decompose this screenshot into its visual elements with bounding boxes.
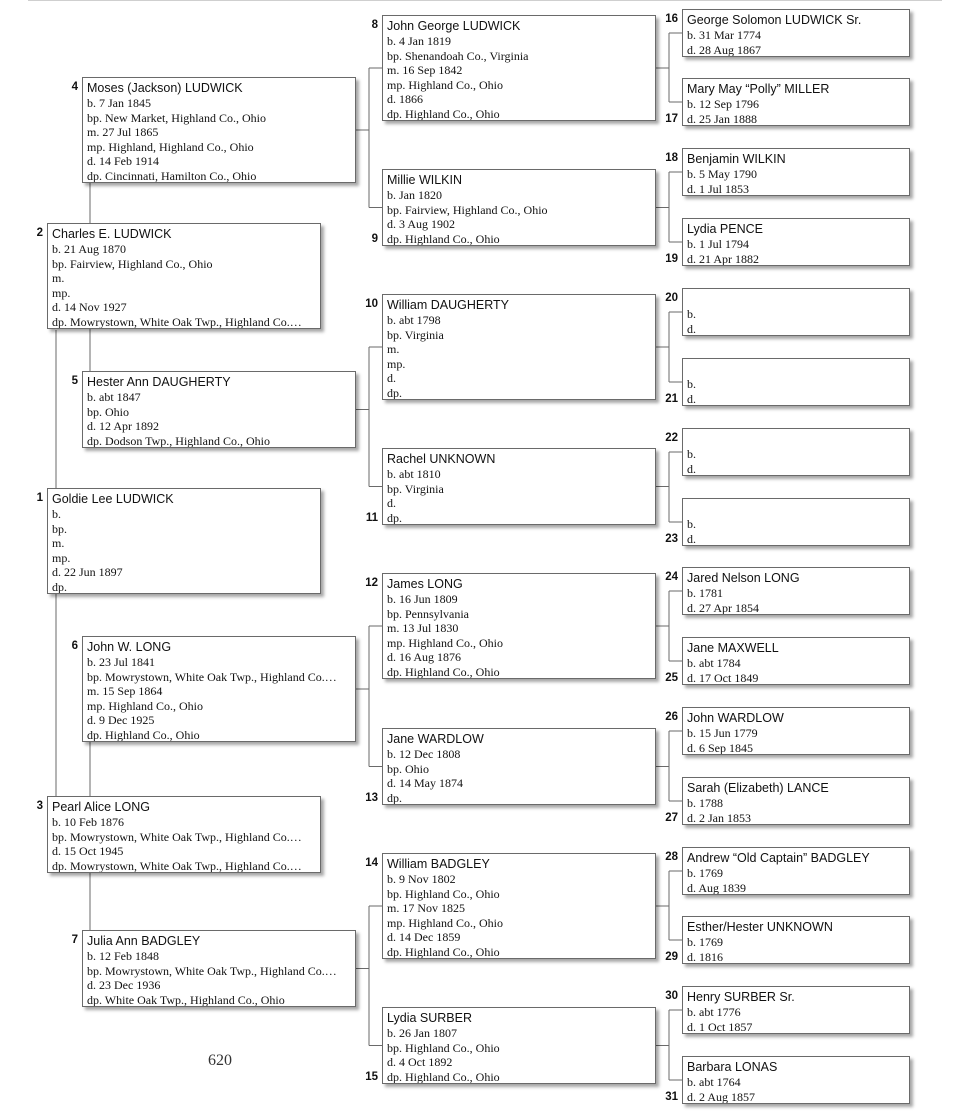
- person-box-13: [382, 728, 656, 805]
- person-box-21: [682, 358, 910, 406]
- person-name: Jane WARDLOW: [387, 732, 484, 746]
- ahnentafel-number: 17: [665, 112, 678, 125]
- ahnentafel-number: 26: [665, 711, 678, 723]
- person-name: James LONG: [387, 577, 463, 591]
- person-detail-line: b. 26 Jan 1807: [387, 1026, 457, 1040]
- person-name: George Solomon LUDWICK Sr.: [687, 13, 862, 27]
- person-box-26: [682, 707, 910, 755]
- person-name: Mary May “Polly” MILLER: [687, 82, 830, 96]
- person-box-3: [47, 796, 321, 873]
- person-box-29: [682, 916, 910, 964]
- person-detail-line: d. 1816: [687, 949, 723, 964]
- person-detail-line: bp. Ohio: [387, 761, 429, 776]
- person-box-4: [82, 77, 356, 183]
- person-box-22: [682, 428, 910, 476]
- person-name: Hester Ann DAUGHERTY: [87, 375, 231, 389]
- ahnentafel-number: 1: [36, 492, 43, 504]
- person-detail-line: bp. Virginia: [387, 481, 444, 496]
- person-detail-line: b.: [687, 447, 696, 461]
- person-detail-line: d. 21 Apr 1882: [687, 251, 759, 266]
- person-detail-line: d. 4 Oct 1892: [387, 1055, 453, 1069]
- person-detail-line: dp. Dodson Twp., Highland Co., Ohio: [87, 433, 270, 448]
- person-detail-line: mp.: [52, 550, 71, 565]
- person-name: [687, 361, 905, 377]
- person-box-5: [82, 371, 356, 448]
- person-box-16: [682, 9, 910, 57]
- person-box-1: [47, 488, 321, 594]
- person-detail-line: b. abt 1798: [387, 313, 441, 327]
- person-detail-line: b. 12 Sep 1796: [687, 97, 759, 111]
- person-detail-line: bp. Mowrystown, White Oak Twp., Highland Co.…: [87, 669, 337, 684]
- person-detail-line: bp. Pennsylvania: [387, 606, 469, 621]
- person-detail-line: mp. Highland, Highland Co., Ohio: [87, 139, 254, 154]
- person-detail-line: d. 25 Jan 1888: [687, 111, 757, 126]
- person-detail-line: dp. White Oak Twp., Highland Co., Ohio: [87, 992, 285, 1007]
- person-box-18: [682, 148, 910, 196]
- person-name: Jared Nelson LONG: [687, 571, 800, 585]
- person-detail-line: m.: [387, 342, 400, 356]
- person-detail-line: bp. Shenandoah Co., Virginia: [387, 48, 529, 63]
- person-detail-line: m. 15 Sep 1864: [87, 684, 163, 698]
- person-box-6: [82, 636, 356, 742]
- person-box-31: [682, 1056, 910, 1104]
- person-box-24: [682, 567, 910, 615]
- person-detail-line: b.: [687, 377, 696, 391]
- page-number: 620: [208, 1052, 232, 1069]
- person-box-9: [382, 169, 656, 246]
- person-detail-line: b. 4 Jan 1819: [387, 34, 451, 48]
- person-detail-line: dp.: [387, 510, 402, 525]
- person-detail-line: m. 13 Jul 1830: [387, 621, 459, 635]
- person-detail-line: b.: [687, 307, 696, 321]
- person-detail-line: dp. Cincinnati, Hamilton Co., Ohio: [87, 168, 257, 183]
- person-detail-line: mp. Highland Co., Ohio: [387, 915, 503, 930]
- ahnentafel-number: 15: [365, 1070, 378, 1083]
- ahnentafel-number: 28: [665, 851, 678, 863]
- person-name: Goldie Lee LUDWICK: [52, 492, 174, 506]
- person-detail-line: bp. Fairview, Highland Co., Ohio: [52, 256, 213, 271]
- person-detail-line: d. 15 Oct 1945: [52, 844, 124, 858]
- person-detail-line: d. 27 Apr 1854: [687, 600, 759, 615]
- ahnentafel-number: 11: [365, 511, 378, 524]
- person-box-19: [682, 218, 910, 266]
- person-detail-line: bp. New Market, Highland Co., Ohio: [87, 110, 266, 125]
- ahnentafel-number: 2: [36, 227, 43, 239]
- person-name: Henry SURBER Sr.: [687, 990, 795, 1004]
- person-box-2: [47, 223, 321, 329]
- person-name: Millie WILKIN: [387, 173, 463, 187]
- person-detail-line: dp. Highland Co., Ohio: [387, 231, 500, 246]
- ahnentafel-number: 21: [665, 392, 678, 405]
- person-detail-line: d.: [387, 371, 396, 385]
- person-name: Andrew “Old Captain” BADGLEY: [687, 851, 870, 865]
- person-detail-line: d.: [687, 391, 696, 406]
- person-detail-line: d.: [387, 496, 396, 510]
- person-detail-line: b. abt 1784: [687, 656, 741, 670]
- person-detail-line: d. 2 Jan 1853: [687, 810, 751, 825]
- person-name: Sarah (Elizabeth) LANCE: [687, 781, 829, 795]
- person-detail-line: d. 14 Dec 1859: [387, 930, 461, 944]
- person-name: Jane MAXWELL: [687, 641, 779, 655]
- person-detail-line: b. 15 Jun 1779: [687, 726, 758, 740]
- person-detail-line: m.: [52, 536, 65, 550]
- person-name: Lydia PENCE: [687, 222, 763, 236]
- person-detail-line: b. 16 Jun 1809: [387, 592, 458, 606]
- person-detail-line: b. 1769: [687, 935, 723, 949]
- ahnentafel-number: 22: [665, 432, 678, 444]
- ahnentafel-number: 24: [665, 571, 678, 583]
- person-name: Benjamin WILKIN: [687, 152, 786, 166]
- person-detail-line: m. 27 Jul 1865: [87, 125, 159, 139]
- person-detail-line: d.: [687, 531, 696, 546]
- person-box-11: [382, 448, 656, 525]
- person-detail-line: dp. Highland Co., Ohio: [387, 1069, 500, 1084]
- person-detail-line: b. Jan 1820: [387, 188, 442, 202]
- person-detail-line: d. 6 Sep 1845: [687, 740, 753, 755]
- person-detail-line: b. abt 1847: [87, 390, 141, 404]
- person-detail-line: d. 28 Aug 1867: [687, 42, 762, 57]
- ahnentafel-number: 18: [665, 152, 678, 164]
- person-detail-line: b.: [52, 507, 61, 521]
- ahnentafel-number: 29: [665, 950, 678, 963]
- person-detail-line: d. 9 Dec 1925: [87, 713, 155, 727]
- ahnentafel-number: 10: [365, 298, 378, 310]
- ahnentafel-number: 12: [365, 577, 378, 589]
- person-box-23: [682, 498, 910, 546]
- person-detail-line: b. abt 1776: [687, 1005, 741, 1019]
- person-detail-line: d. 3 Aug 1902: [387, 217, 456, 231]
- person-detail-line: bp. Highland Co., Ohio: [387, 1040, 500, 1055]
- ahnentafel-number: 16: [665, 13, 678, 25]
- person-name: [687, 291, 905, 307]
- person-name: William DAUGHERTY: [387, 298, 509, 312]
- person-detail-line: b.: [687, 517, 696, 531]
- person-name: John George LUDWICK: [387, 19, 521, 33]
- ahnentafel-number: 14: [365, 857, 378, 869]
- ahnentafel-number: 5: [71, 375, 78, 387]
- person-detail-line: mp. Highland Co., Ohio: [387, 635, 503, 650]
- ahnentafel-number: 3: [36, 800, 43, 812]
- person-detail-line: mp. Highland Co., Ohio: [387, 77, 503, 92]
- person-detail-line: bp. Fairview, Highland Co., Ohio: [387, 202, 548, 217]
- person-detail-line: d. 1 Jul 1853: [687, 181, 750, 196]
- person-detail-line: b. 1 Jul 1794: [687, 237, 750, 251]
- person-box-7: [82, 930, 356, 1007]
- ahnentafel-number: 20: [665, 292, 678, 304]
- person-detail-line: d.: [687, 461, 696, 476]
- ahnentafel-number: 31: [665, 1090, 678, 1103]
- person-box-28: [682, 847, 910, 895]
- person-detail-line: b. 12 Feb 1848: [87, 949, 159, 963]
- person-name: Rachel UNKNOWN: [387, 452, 496, 466]
- person-name: Pearl Alice LONG: [52, 800, 150, 814]
- person-name: Lydia SURBER: [387, 1011, 472, 1025]
- person-detail-line: b. 1769: [687, 866, 723, 880]
- person-box-10: [382, 294, 656, 400]
- person-name: Julia Ann BADGLEY: [87, 934, 201, 948]
- person-detail-line: dp. Mowrystown, White Oak Twp., Highland Co.…: [52, 858, 302, 873]
- person-box-27: [682, 777, 910, 825]
- person-name: William BADGLEY: [387, 857, 490, 871]
- person-detail-line: dp. Highland Co., Ohio: [87, 727, 200, 742]
- person-detail-line: b. 7 Jan 1845: [87, 96, 151, 110]
- person-detail-line: d. 22 Jun 1897: [52, 565, 123, 579]
- person-box-8: [382, 15, 656, 121]
- person-detail-line: bp. Mowrystown, White Oak Twp., Highland Co.…: [87, 963, 337, 978]
- ahnentafel-number: 9: [371, 232, 378, 245]
- person-detail-line: b. 12 Dec 1808: [387, 747, 461, 761]
- person-detail-line: bp. Mowrystown, White Oak Twp., Highland Co.…: [52, 829, 302, 844]
- person-name: John W. LONG: [87, 640, 172, 654]
- person-detail-line: d. 14 May 1874: [387, 776, 463, 790]
- person-detail-line: b. 21 Aug 1870: [52, 242, 127, 256]
- person-detail-line: b. abt 1810: [387, 467, 441, 481]
- person-detail-line: mp. Highland Co., Ohio: [87, 698, 203, 713]
- person-detail-line: m. 17 Nov 1825: [387, 901, 465, 915]
- person-detail-line: d. 1866: [387, 92, 423, 106]
- person-detail-line: d. 16 Aug 1876: [387, 650, 462, 664]
- ahnentafel-number: 23: [665, 532, 678, 545]
- ahnentafel-number: 13: [365, 791, 378, 804]
- person-detail-line: bp. Highland Co., Ohio: [387, 886, 500, 901]
- person-detail-line: b. 23 Jul 1841: [87, 655, 156, 669]
- person-detail-line: m.: [52, 271, 65, 285]
- person-detail-line: mp.: [387, 356, 406, 371]
- person-name: [687, 431, 905, 447]
- person-detail-line: d. 14 Nov 1927: [52, 300, 127, 314]
- person-detail-line: d. 12 Apr 1892: [87, 419, 159, 433]
- person-name: Moses (Jackson) LUDWICK: [87, 81, 243, 95]
- person-detail-line: bp. Virginia: [387, 327, 444, 342]
- person-detail-line: d. 23 Dec 1936: [87, 978, 161, 992]
- person-detail-line: bp.: [52, 521, 67, 536]
- person-detail-line: dp.: [387, 385, 402, 400]
- person-box-20: [682, 288, 910, 336]
- person-detail-line: b. 1781: [687, 586, 723, 600]
- person-detail-line: b. 9 Nov 1802: [387, 872, 456, 886]
- person-detail-line: dp.: [52, 579, 67, 594]
- person-name: [687, 501, 905, 517]
- ahnentafel-number: 25: [665, 671, 678, 684]
- person-detail-line: d. 17 Oct 1849: [687, 670, 759, 685]
- ahnentafel-number: 8: [371, 19, 378, 31]
- person-box-30: [682, 986, 910, 1034]
- person-detail-line: d. 14 Feb 1914: [87, 154, 159, 168]
- person-box-15: [382, 1007, 656, 1084]
- person-detail-line: dp.: [387, 790, 402, 805]
- ahnentafel-number: 4: [71, 81, 78, 93]
- person-name: Barbara LONAS: [687, 1060, 778, 1074]
- person-box-14: [382, 853, 656, 959]
- person-detail-line: d. Aug 1839: [687, 880, 747, 895]
- person-box-25: [682, 637, 910, 685]
- person-detail-line: b. 31 Mar 1774: [687, 28, 761, 42]
- person-detail-line: m. 16 Sep 1842: [387, 63, 463, 77]
- person-detail-line: b. 10 Feb 1876: [52, 815, 124, 829]
- person-name: Esther/Hester UNKNOWN: [687, 920, 833, 934]
- person-detail-line: d.: [687, 321, 696, 336]
- person-detail-line: b. 5 May 1790: [687, 167, 757, 181]
- person-detail-line: mp.: [52, 285, 71, 300]
- ahnentafel-number: 27: [665, 811, 678, 824]
- person-detail-line: bp. Ohio: [87, 404, 129, 419]
- ahnentafel-number: 30: [665, 990, 678, 1002]
- person-detail-line: dp. Highland Co., Ohio: [387, 944, 500, 959]
- person-detail-line: dp. Highland Co., Ohio: [387, 106, 500, 121]
- person-box-17: [682, 78, 910, 126]
- person-detail-line: d. 2 Aug 1857: [687, 1089, 756, 1104]
- person-detail-line: d. 1 Oct 1857: [687, 1019, 753, 1034]
- person-detail-line: b. 1788: [687, 796, 723, 810]
- person-name: Charles E. LUDWICK: [52, 227, 172, 241]
- person-detail-line: b. abt 1764: [687, 1075, 741, 1089]
- ahnentafel-number: 7: [71, 934, 78, 946]
- person-detail-line: dp. Mowrystown, White Oak Twp., Highland Co.…: [52, 314, 302, 329]
- person-detail-line: dp. Highland Co., Ohio: [387, 664, 500, 679]
- person-name: John WARDLOW: [687, 711, 784, 725]
- person-box-12: [382, 573, 656, 679]
- ahnentafel-number: 19: [665, 252, 678, 265]
- ahnentafel-number: 6: [71, 640, 78, 652]
